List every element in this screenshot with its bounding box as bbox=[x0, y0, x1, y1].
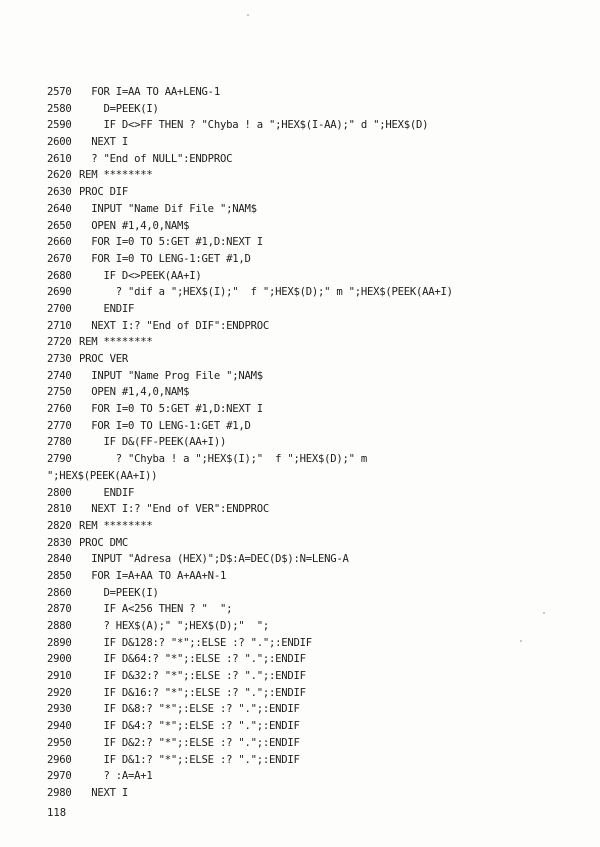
line-number: 2930 bbox=[47, 703, 72, 716]
code-text: IF D&128:? "*";:ELSE :? ".";:ENDIF bbox=[79, 636, 312, 649]
code-text: REM ******** bbox=[79, 519, 153, 532]
code-line bbox=[47, 501, 587, 518]
code-text: ? "Chyba ! a ";HEX$(I);" f ";HEX$(D);" m bbox=[79, 453, 368, 466]
code-text: PROC VER bbox=[79, 353, 129, 365]
code-line bbox=[47, 218, 587, 235]
code-text: IF D&(FF-PEEK(AA+I)) bbox=[79, 436, 227, 449]
code-line bbox=[47, 651, 587, 668]
code-line bbox=[47, 668, 587, 685]
line-number: 2830 bbox=[47, 536, 72, 549]
code-line bbox=[47, 384, 587, 401]
scan-speck bbox=[247, 14, 249, 16]
line-number: 2640 bbox=[47, 202, 72, 215]
code-line bbox=[47, 151, 587, 168]
code-line bbox=[47, 618, 587, 635]
code-line bbox=[47, 701, 587, 718]
line-number: 2920 bbox=[47, 686, 72, 699]
code-text: NEXT I bbox=[79, 136, 129, 149]
code-text: ENDIF bbox=[79, 302, 135, 315]
line-number: 2590 bbox=[47, 119, 72, 132]
line-number: 2770 bbox=[47, 419, 72, 432]
code-line bbox=[47, 101, 587, 118]
code-line bbox=[47, 735, 587, 752]
code-line bbox=[47, 685, 587, 702]
line-number: 2630 bbox=[47, 186, 72, 199]
code-text: FOR I=0 TO 5:GET #1,D:NEXT I bbox=[79, 403, 263, 416]
code-line bbox=[47, 418, 587, 435]
scan-speck bbox=[543, 612, 545, 614]
code-line bbox=[47, 434, 587, 451]
code-line bbox=[47, 785, 587, 802]
code-line bbox=[47, 134, 587, 151]
code-text: NEXT I bbox=[79, 786, 129, 799]
line-number: 2820 bbox=[47, 519, 72, 532]
code-line bbox=[47, 568, 587, 585]
code-line bbox=[47, 535, 587, 552]
code-text: IF D&2:? "*";:ELSE :? ".";:ENDIF bbox=[79, 736, 300, 749]
code-text: ? :A=A+1 bbox=[79, 770, 153, 783]
line-number: 2660 bbox=[47, 236, 72, 249]
code-line bbox=[47, 234, 587, 251]
line-number: 2940 bbox=[47, 720, 72, 733]
code-text: FOR I=0 TO LENG-1:GET #1,D bbox=[79, 419, 251, 432]
line-number: 2600 bbox=[47, 136, 72, 149]
code-text: PROC DMC bbox=[79, 536, 129, 549]
code-text: D=PEEK(I) bbox=[79, 102, 159, 115]
code-text: FOR I=AA TO AA+LENG-1 bbox=[79, 86, 220, 98]
code-text: ";HEX$(PEEK(AA+I)) bbox=[47, 469, 158, 482]
code-line bbox=[47, 468, 587, 485]
code-line bbox=[47, 318, 587, 335]
line-number: 2570 bbox=[47, 86, 72, 98]
scan-speck bbox=[520, 640, 522, 642]
line-number: 2860 bbox=[47, 586, 72, 599]
line-number: 2850 bbox=[47, 569, 72, 582]
code-text: INPUT "Name Dif File ";NAM$ bbox=[79, 202, 257, 215]
line-number: 2800 bbox=[47, 486, 72, 499]
line-number: 2720 bbox=[47, 336, 72, 349]
code-text: REM ******** bbox=[79, 336, 153, 349]
code-text: ? HEX$(A);" ";HEX$(D);" "; bbox=[79, 620, 269, 632]
code-text: IF D<>FF THEN ? "Chyba ! a ";HEX$(I-AA);" d ";HEX$(D) bbox=[79, 119, 429, 132]
code-line bbox=[47, 351, 587, 368]
code-text: IF D&32:? "*";:ELSE :? ".";:ENDIF bbox=[79, 670, 306, 683]
code-line bbox=[47, 518, 587, 535]
code-line bbox=[47, 268, 587, 285]
code-text: FOR I=0 TO LENG-1:GET #1,D bbox=[79, 252, 251, 265]
line-number: 2790 bbox=[47, 453, 72, 466]
code-text: REM ******** bbox=[79, 169, 153, 182]
code-line bbox=[47, 752, 587, 769]
code-text: PROC DIF bbox=[79, 186, 129, 199]
code-line bbox=[47, 551, 587, 568]
line-number: 2650 bbox=[47, 219, 72, 232]
line-number: 2750 bbox=[47, 386, 72, 399]
code-line bbox=[47, 301, 587, 318]
line-number: 2730 bbox=[47, 353, 72, 365]
code-text: INPUT "Adresa (HEX)";D$:A=DEC(D$):N=LENG-A bbox=[79, 553, 349, 566]
code-line bbox=[47, 84, 587, 101]
line-number: 2980 bbox=[47, 786, 72, 799]
code-text: ? "dif a ";HEX$(I);" f ";HEX$(D);" m ";HEX$(PEEK(AA+I) bbox=[79, 286, 453, 299]
code-line bbox=[47, 334, 587, 351]
code-text: D=PEEK(I) bbox=[79, 586, 159, 599]
line-number: 2890 bbox=[47, 636, 72, 649]
code-line bbox=[47, 368, 587, 385]
line-number: 2690 bbox=[47, 286, 72, 299]
code-text: FOR I=A+AA TO A+AA+N-1 bbox=[79, 569, 227, 582]
code-line bbox=[47, 167, 587, 184]
line-number: 2780 bbox=[47, 436, 72, 449]
code-line bbox=[47, 401, 587, 418]
code-line bbox=[47, 201, 587, 218]
line-number: 2710 bbox=[47, 319, 72, 332]
line-number: 2880 bbox=[47, 620, 72, 632]
line-number: 2670 bbox=[47, 252, 72, 265]
line-number: 2970 bbox=[47, 770, 72, 783]
code-text: OPEN #1,4,0,NAM$ bbox=[79, 386, 190, 399]
code-text: IF D&4:? "*";:ELSE :? ".";:ENDIF bbox=[79, 720, 300, 733]
code-text: NEXT I:? "End of DIF":ENDPROC bbox=[79, 319, 269, 332]
code-line bbox=[47, 284, 587, 301]
line-number: 2960 bbox=[47, 753, 72, 766]
line-number: 2700 bbox=[47, 302, 72, 315]
code-text: IF D&64:? "*";:ELSE :? ".";:ENDIF bbox=[79, 653, 306, 666]
code-line bbox=[47, 485, 587, 502]
line-number: 2760 bbox=[47, 403, 72, 416]
line-number: 2950 bbox=[47, 736, 72, 749]
code-text: IF A<256 THEN ? " "; bbox=[79, 603, 233, 616]
code-line bbox=[47, 635, 587, 652]
code-text: IF D<>PEEK(AA+I) bbox=[79, 269, 202, 282]
basic-code-listing bbox=[47, 84, 587, 802]
line-number: 2900 bbox=[47, 653, 72, 666]
code-line bbox=[47, 451, 587, 468]
code-line bbox=[47, 251, 587, 268]
code-text: ENDIF bbox=[79, 486, 135, 499]
code-line bbox=[47, 718, 587, 735]
code-line bbox=[47, 184, 587, 201]
code-text: INPUT "Name Prog File ";NAM$ bbox=[79, 369, 263, 382]
line-number: 2810 bbox=[47, 503, 72, 516]
code-text: IF D&8:? "*";:ELSE :? ".";:ENDIF bbox=[79, 703, 300, 716]
line-number: 2580 bbox=[47, 102, 72, 115]
code-text: NEXT I:? "End of VER":ENDPROC bbox=[79, 503, 269, 516]
line-number: 2910 bbox=[47, 670, 72, 683]
line-number: 2620 bbox=[47, 169, 72, 182]
line-number: 2840 bbox=[47, 553, 72, 566]
line-number: 2610 bbox=[47, 152, 72, 165]
line-number: 2740 bbox=[47, 369, 72, 382]
code-line bbox=[47, 585, 587, 602]
code-line bbox=[47, 601, 587, 618]
code-text: FOR I=0 TO 5:GET #1,D:NEXT I bbox=[79, 236, 263, 249]
line-number: 2680 bbox=[47, 269, 72, 282]
page-number: 118 bbox=[47, 807, 67, 819]
code-line bbox=[47, 117, 587, 134]
code-text: ? "End of NULL":ENDPROC bbox=[79, 152, 233, 165]
code-text: OPEN #1,4,0,NAM$ bbox=[79, 219, 190, 232]
code-text: IF D&1:? "*";:ELSE :? ".";:ENDIF bbox=[79, 753, 300, 766]
code-text: IF D&16:? "*";:ELSE :? ".";:ENDIF bbox=[79, 686, 306, 699]
line-number: 2870 bbox=[47, 603, 72, 616]
code-line bbox=[47, 768, 587, 785]
